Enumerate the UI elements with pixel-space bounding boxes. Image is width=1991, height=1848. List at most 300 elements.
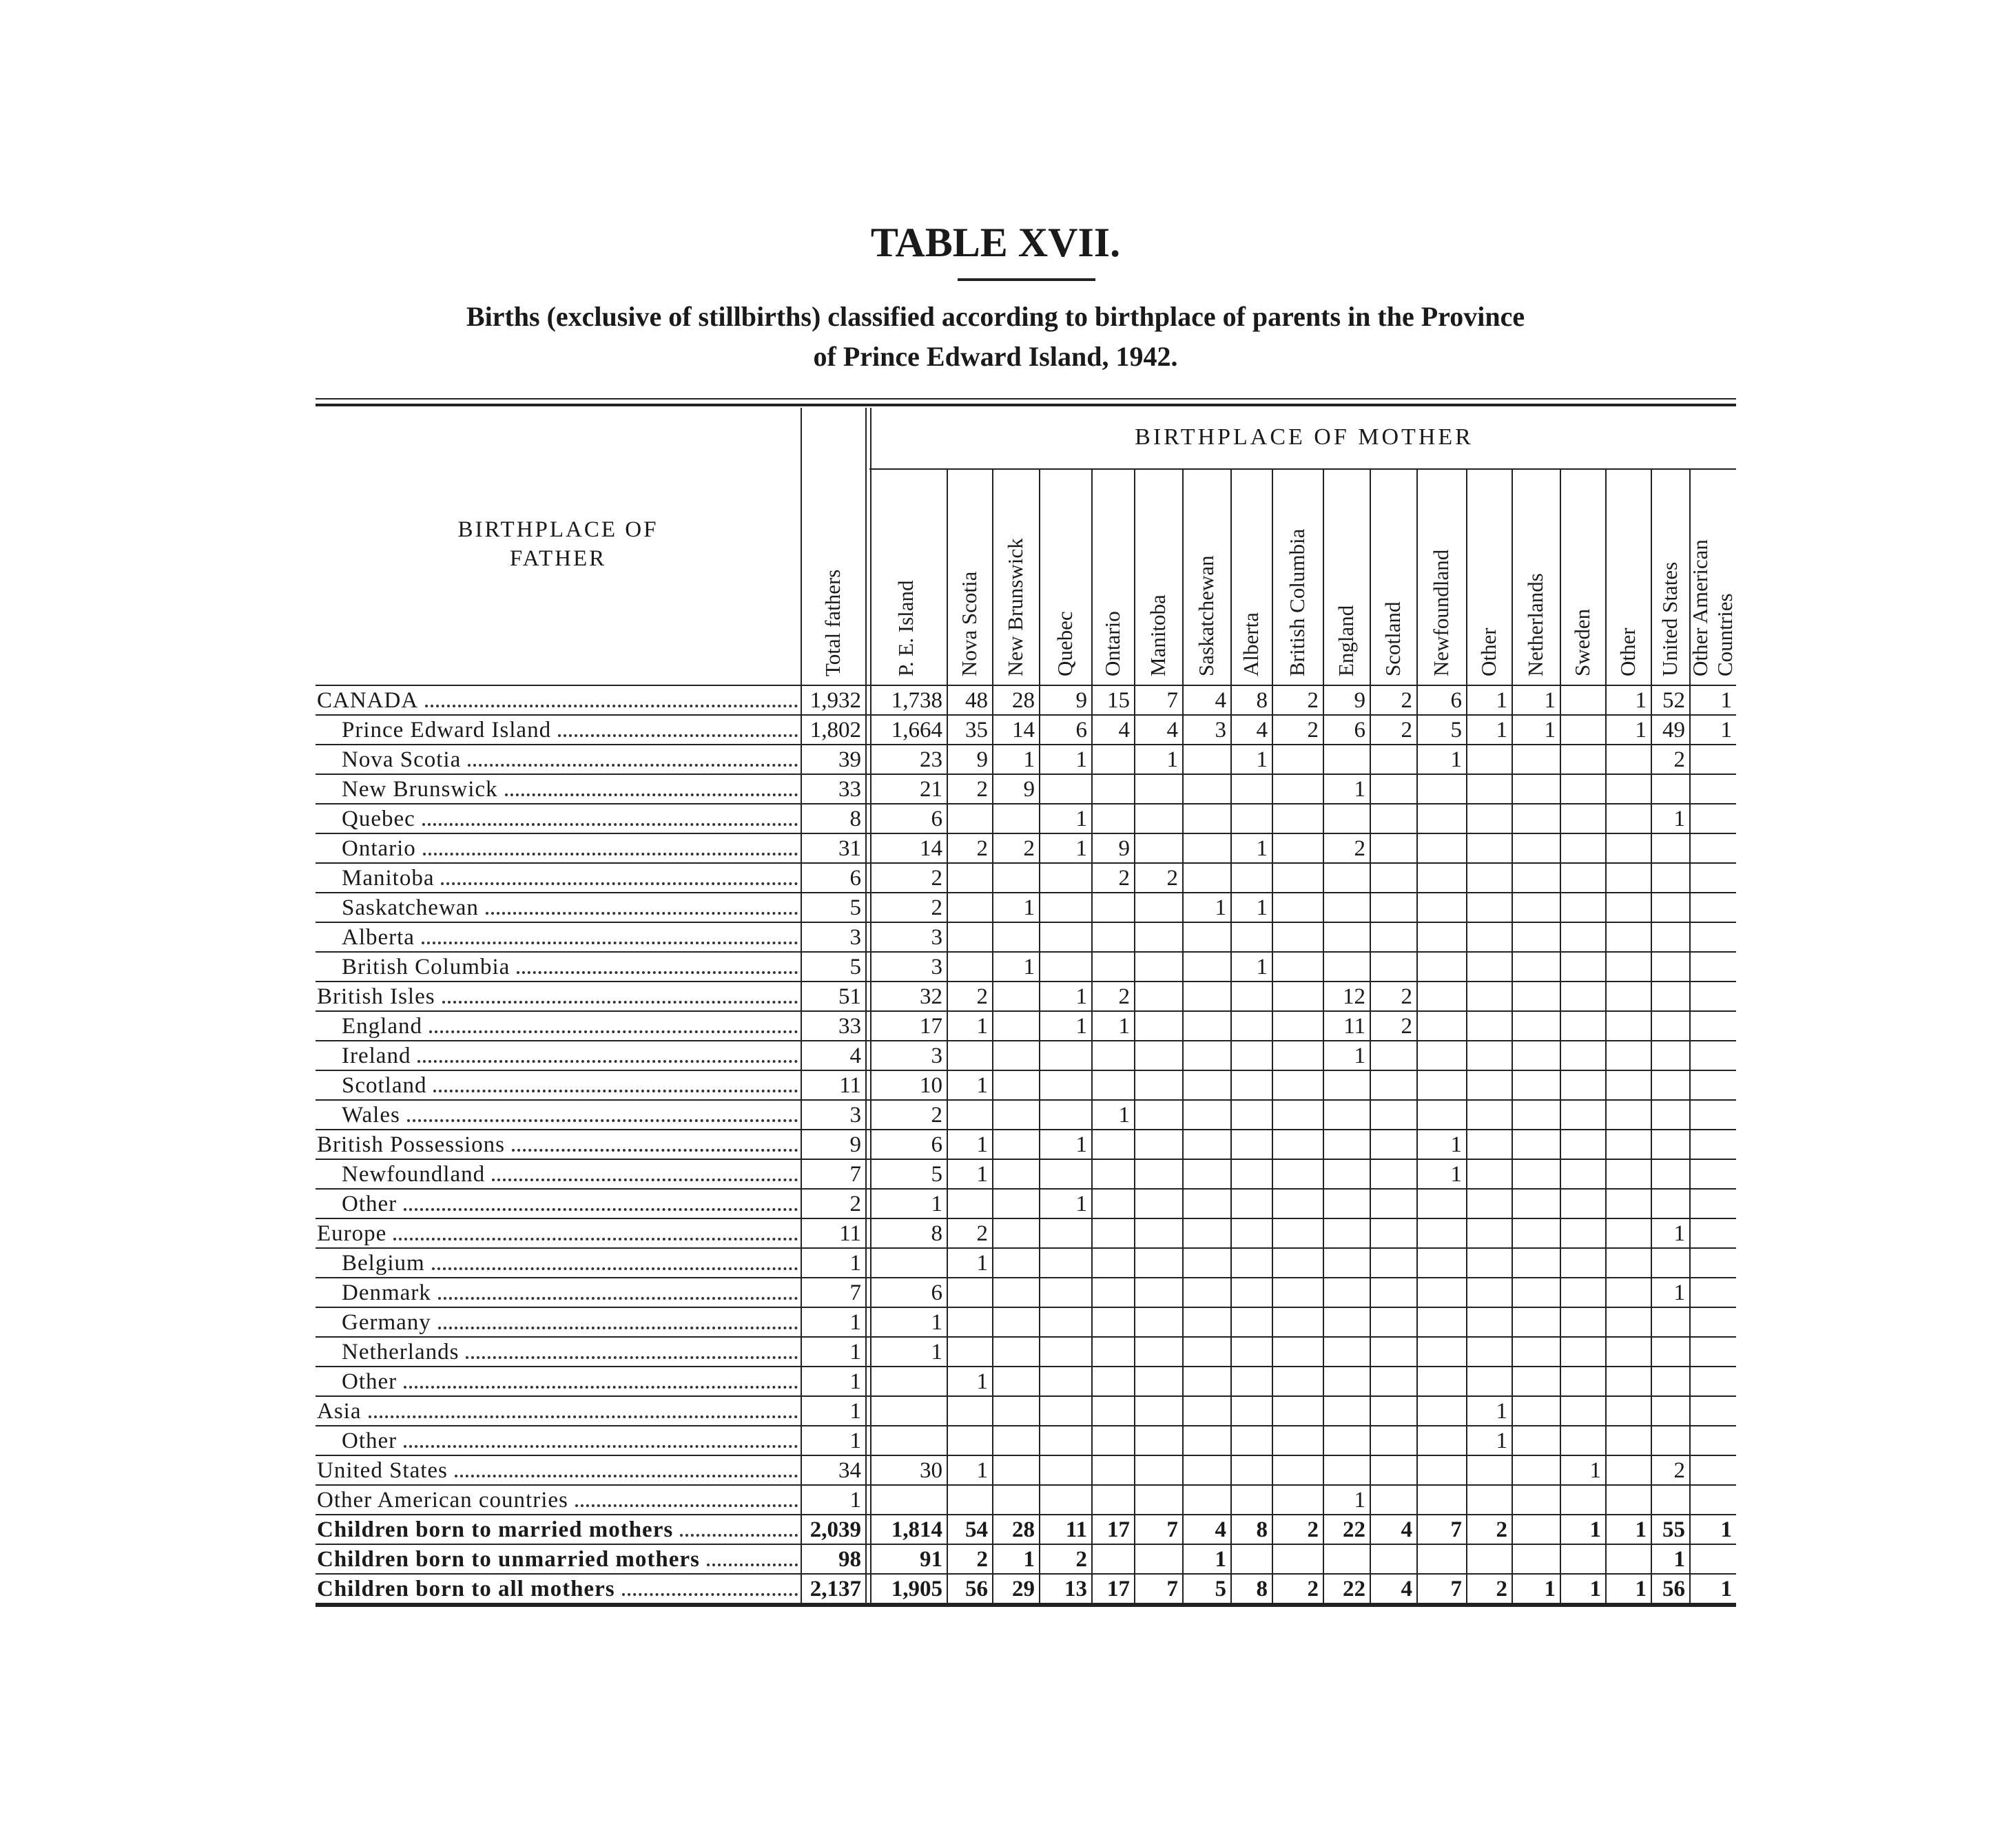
table-cell: 10 — [920, 1073, 942, 1098]
table-cell: 4 — [1401, 1577, 1412, 1601]
row-label-text: CANADA — [317, 688, 419, 713]
table-cell — [1091, 1486, 1134, 1515]
table-cell: 1 — [1720, 1577, 1732, 1601]
table-cell: 1 — [1589, 1517, 1601, 1542]
table-cell — [1416, 1338, 1466, 1367]
row-label-text: Scotland — [342, 1073, 427, 1098]
table-cell — [1560, 716, 1605, 745]
table-cell: 2 — [1496, 1577, 1507, 1601]
table-cell — [947, 1486, 992, 1515]
table-cell — [1370, 1456, 1416, 1486]
table-cell — [1651, 982, 1689, 1012]
table-cell: 55 — [1662, 1517, 1685, 1542]
table-cell — [1091, 923, 1134, 953]
table-cell — [1689, 804, 1736, 834]
leader-dots — [432, 1267, 798, 1270]
table-cell: 1,905 — [891, 1577, 942, 1601]
table-cell — [1091, 1071, 1134, 1101]
table-cell — [1134, 1101, 1182, 1130]
leader-dots — [417, 1060, 798, 1063]
table-cell — [947, 1041, 992, 1071]
subtitle-line-2: of Prince Edward Island, 1942. — [813, 341, 1178, 372]
table-cell — [1091, 1249, 1134, 1278]
table-cell — [1272, 1249, 1323, 1278]
table-cell — [1230, 982, 1272, 1012]
row-label — [342, 1012, 801, 1041]
table-cell — [1091, 1426, 1134, 1456]
total-fathers-cell: 33 — [838, 1014, 861, 1039]
table-cell — [1651, 834, 1689, 864]
table-cell: 8 — [1256, 688, 1268, 713]
table-row — [316, 745, 1736, 775]
table-cell — [1605, 1545, 1651, 1575]
table-row — [316, 1308, 1736, 1338]
table-cell: 3 — [931, 955, 942, 979]
table-cell — [1230, 1041, 1272, 1071]
table-cell — [1134, 1367, 1182, 1397]
header-birthplace-of-father — [317, 515, 799, 573]
table-cell — [1416, 1367, 1466, 1397]
row-label — [342, 1278, 801, 1308]
table-cell — [1651, 1426, 1689, 1456]
row-label — [342, 1338, 801, 1367]
table-cell: 15 — [1107, 688, 1130, 713]
table-cell — [1466, 1130, 1512, 1160]
leader-dots — [622, 1593, 798, 1596]
row-label-text: Saskatchewan — [342, 895, 479, 920]
table-cell — [992, 1367, 1039, 1397]
row-label — [342, 1426, 801, 1456]
table-row — [316, 982, 1736, 1012]
table-cell — [1091, 1160, 1134, 1190]
table-cell — [1272, 1130, 1323, 1160]
table-cell — [1651, 775, 1689, 804]
table-cell — [1182, 923, 1230, 953]
column-header-text: Other American — [1688, 539, 1712, 676]
table-cell — [1689, 1338, 1736, 1367]
table-cell — [1466, 1486, 1512, 1515]
table-cell: 4 — [1166, 718, 1178, 743]
table-cell — [1230, 1101, 1272, 1130]
table-cell — [1689, 1367, 1736, 1397]
table-cell — [1689, 1308, 1736, 1338]
table-cell — [1039, 1219, 1091, 1249]
table-cell: 1 — [1023, 747, 1035, 772]
table-cell: 1 — [1075, 807, 1087, 831]
table-cell: 52 — [1662, 688, 1685, 713]
table-cell — [1323, 1456, 1370, 1486]
table-cell — [1370, 1367, 1416, 1397]
table-cell — [1039, 1338, 1091, 1367]
table-cell — [1370, 745, 1416, 775]
table-cell — [1560, 1160, 1605, 1190]
table-cell: 1 — [1166, 747, 1178, 772]
table-cell: 7 — [1166, 1577, 1178, 1601]
table-cell: 22 — [1343, 1517, 1365, 1542]
table-cell — [865, 1397, 947, 1426]
table-cell — [1230, 1130, 1272, 1160]
table-cell: 1 — [1450, 1132, 1462, 1157]
row-label-text: Alberta — [342, 925, 415, 950]
table-cell — [1651, 1130, 1689, 1160]
table-cell — [1091, 1545, 1134, 1575]
table-cell — [1689, 1130, 1736, 1160]
table-cell — [1370, 1130, 1416, 1160]
table-cell: 1 — [976, 1162, 988, 1187]
table-cell — [1091, 893, 1134, 923]
table-cell — [1323, 1397, 1370, 1426]
table-cell — [1560, 1545, 1605, 1575]
table-cell — [992, 1071, 1039, 1101]
table-cell — [1370, 1219, 1416, 1249]
total-fathers-cell: 51 — [838, 984, 861, 1009]
row-label-text: Children born to unmarried mothers — [317, 1547, 700, 1572]
header-bottom-rule — [316, 685, 1736, 686]
table-cell: 14 — [1012, 718, 1035, 743]
table-cell — [1091, 1219, 1134, 1249]
table-cell — [1560, 1101, 1605, 1130]
table-cell — [1416, 1101, 1466, 1130]
table-cell — [1512, 775, 1560, 804]
table-cell — [1230, 775, 1272, 804]
row-label-text: England — [342, 1014, 422, 1039]
table-cell — [1605, 745, 1651, 775]
row-label-text: Germany — [342, 1310, 431, 1335]
table-cell — [1039, 923, 1091, 953]
table-cell — [1689, 1160, 1736, 1190]
table-cell — [1560, 1071, 1605, 1101]
total-fathers-cell: 1 — [849, 1429, 861, 1453]
table-cell: 5 — [1215, 1577, 1226, 1601]
table-cell — [1466, 953, 1512, 982]
table-cell — [1272, 1486, 1323, 1515]
table-cell — [1370, 834, 1416, 864]
table-cell: 7 — [1450, 1577, 1462, 1601]
row-label — [342, 775, 801, 804]
table-cell: 8 — [1256, 1517, 1268, 1542]
table-cell — [1039, 1397, 1091, 1426]
table-cell: 29 — [1012, 1577, 1035, 1601]
table-cell — [1370, 1486, 1416, 1515]
table-cell — [865, 1426, 947, 1456]
table-cell — [1689, 834, 1736, 864]
table-row — [316, 716, 1736, 745]
table-cell — [1605, 953, 1651, 982]
table-cell: 1 — [1075, 984, 1087, 1009]
table-cell — [1272, 1308, 1323, 1338]
row-label — [317, 686, 801, 716]
table-cell — [1512, 1012, 1560, 1041]
leader-dots — [558, 734, 798, 737]
table-cell — [1323, 1130, 1370, 1160]
table-cell — [1605, 893, 1651, 923]
column-header-text: Total fathers — [821, 569, 845, 676]
table-cell: 1 — [1118, 1014, 1130, 1039]
table-cell — [1323, 745, 1370, 775]
table-row — [316, 864, 1736, 893]
table-cell — [1512, 1190, 1560, 1219]
table-cell: 1 — [1215, 1547, 1226, 1572]
table-cell — [992, 1486, 1039, 1515]
table-cell — [1416, 804, 1466, 834]
column-header-text: Manitoba — [1146, 594, 1170, 676]
table-cell: 5 — [931, 1162, 942, 1187]
table-cell — [1605, 1308, 1651, 1338]
table-cell: 7 — [1166, 1517, 1178, 1542]
table-cell — [1466, 1367, 1512, 1397]
table-cell — [1134, 1071, 1182, 1101]
table-cell — [992, 1041, 1039, 1071]
table-cell — [1230, 1456, 1272, 1486]
table-row — [316, 1041, 1736, 1071]
table-cell: 2 — [1401, 984, 1412, 1009]
row-label — [317, 1130, 801, 1160]
table-cell — [1134, 1308, 1182, 1338]
table-cell: 28 — [1012, 1517, 1035, 1542]
table-cell — [1370, 923, 1416, 953]
table-row — [316, 1219, 1736, 1249]
table-cell — [1134, 1219, 1182, 1249]
table-cell — [1466, 864, 1512, 893]
table-cell: 6 — [931, 807, 942, 831]
table-cell — [1512, 1249, 1560, 1278]
table-cell — [865, 1486, 947, 1515]
table-cell — [1689, 775, 1736, 804]
row-label-text: United States — [317, 1458, 448, 1483]
table-cell: 1 — [976, 1132, 988, 1157]
table-cell — [865, 1249, 947, 1278]
table-cell — [1370, 1190, 1416, 1219]
table-row — [316, 923, 1736, 953]
table-cell: 17 — [1107, 1577, 1130, 1601]
table-cell: 11 — [1065, 1517, 1087, 1542]
leader-dots — [517, 971, 798, 974]
table-cell — [1689, 745, 1736, 775]
table-cell — [1272, 775, 1323, 804]
table-cell — [1039, 1367, 1091, 1397]
table-cell — [1323, 1249, 1370, 1278]
table-cell — [1323, 864, 1370, 893]
table-row — [316, 1012, 1736, 1041]
row-label — [342, 923, 801, 953]
table-cell — [1651, 1071, 1689, 1101]
subtitle-line-1: Births (exclusive of stillbirths) classified according to birthplace of parents in the Province — [466, 301, 1525, 332]
row-label — [342, 716, 801, 745]
table-cell — [1230, 1308, 1272, 1338]
row-label — [317, 1219, 801, 1249]
table-cell — [1182, 1367, 1230, 1397]
column-header-text: Nova Scotia — [957, 571, 981, 676]
table-cell — [1230, 923, 1272, 953]
table-cell: 7 — [1166, 688, 1178, 713]
table-cell — [1039, 1426, 1091, 1456]
table-cell: 9 — [976, 747, 988, 772]
leader-dots — [468, 764, 798, 767]
table-cell — [1560, 686, 1605, 716]
table-cell — [1416, 1249, 1466, 1278]
total-fathers-cell: 39 — [838, 747, 861, 772]
table-cell — [1689, 864, 1736, 893]
row-label — [342, 745, 801, 775]
column-header-text: Countries — [1713, 593, 1737, 676]
table-cell — [1230, 1012, 1272, 1041]
table-cell — [1091, 953, 1134, 982]
table-cell — [1134, 1545, 1182, 1575]
table-cell — [1560, 834, 1605, 864]
table-cell — [1466, 1338, 1512, 1367]
table-cell — [992, 1249, 1039, 1278]
table-cell — [1466, 893, 1512, 923]
table-cell — [1560, 775, 1605, 804]
row-label — [342, 804, 801, 834]
table-row — [316, 804, 1736, 834]
table-cell — [1466, 775, 1512, 804]
table-cell: 17 — [920, 1014, 942, 1039]
table-cell: 1 — [931, 1310, 942, 1335]
table-cell — [992, 1190, 1039, 1219]
table-cell: 56 — [965, 1577, 988, 1601]
leader-dots — [575, 1504, 798, 1507]
table-cell — [1230, 1486, 1272, 1515]
table-cell — [1272, 1012, 1323, 1041]
row-label — [342, 864, 801, 893]
table-cell — [1091, 1367, 1134, 1397]
table-cell — [1689, 1071, 1736, 1101]
table-cell — [1323, 1071, 1370, 1101]
table-cell — [1370, 1071, 1416, 1101]
table-cell — [1512, 1160, 1560, 1190]
table-cell — [1182, 1486, 1230, 1515]
table-cell — [947, 893, 992, 923]
table-cell — [1466, 1545, 1512, 1575]
table-cell — [1560, 1426, 1605, 1456]
table-cell: 13 — [1064, 1577, 1087, 1601]
total-fathers-cell: 1 — [849, 1340, 861, 1364]
table-cell — [1651, 893, 1689, 923]
table-cell: 2 — [976, 984, 988, 1009]
table-cell — [1230, 1278, 1272, 1308]
table-cell — [1651, 1160, 1689, 1190]
leader-dots — [707, 1564, 798, 1566]
table-row — [316, 1545, 1736, 1575]
table-row — [316, 1160, 1736, 1190]
table-cell — [1560, 1486, 1605, 1515]
total-fathers-cell: 6 — [849, 866, 861, 891]
table-cell — [992, 1338, 1039, 1367]
table-cell — [1323, 1278, 1370, 1308]
table-cell — [1370, 1101, 1416, 1130]
table-row — [316, 1456, 1736, 1486]
table-row — [316, 1278, 1736, 1308]
table-cell: 2 — [1673, 747, 1685, 772]
table-cell — [1651, 1486, 1689, 1515]
table-cell — [1091, 1130, 1134, 1160]
row-label — [342, 953, 801, 982]
table-cell — [1689, 1397, 1736, 1426]
table-cell — [1466, 1278, 1512, 1308]
table-cell — [1134, 893, 1182, 923]
table-cell — [1512, 1515, 1560, 1545]
table-cell: 49 — [1662, 718, 1685, 743]
row-label-text: Nova Scotia — [342, 747, 462, 772]
leader-dots — [466, 1356, 798, 1359]
table-cell: 6 — [1354, 718, 1365, 743]
table-cell — [1512, 1101, 1560, 1130]
table-cell: 32 — [920, 984, 942, 1009]
column-header-text: Other — [1616, 627, 1640, 676]
table-cell — [1370, 1338, 1416, 1367]
table-cell — [1466, 1219, 1512, 1249]
table-cell — [1605, 1219, 1651, 1249]
table-cell — [1134, 1130, 1182, 1160]
row-label-text: Children born to all mothers — [317, 1577, 615, 1601]
leader-dots — [486, 912, 798, 915]
table-cell: 1 — [1589, 1458, 1601, 1483]
table-cell — [1272, 1219, 1323, 1249]
table-cell: 4 — [1118, 718, 1130, 743]
table-cell — [1272, 1397, 1323, 1426]
table-cell: 11 — [1343, 1014, 1365, 1039]
table-cell — [1605, 1397, 1651, 1426]
total-fathers-cell: 1 — [849, 1310, 861, 1335]
table-cell — [1370, 1278, 1416, 1308]
total-fathers-cell: 11 — [839, 1073, 861, 1098]
table-cell — [947, 1397, 992, 1426]
table-cell — [1182, 1397, 1230, 1426]
table-cell — [1039, 1249, 1091, 1278]
table-cell: 2 — [976, 836, 988, 861]
table-cell — [1512, 1071, 1560, 1101]
table-cell — [1272, 1101, 1323, 1130]
table-cell: 1 — [1118, 1103, 1130, 1128]
table-cell — [1230, 1338, 1272, 1367]
table-cell — [1323, 1219, 1370, 1249]
leader-dots — [369, 1415, 798, 1418]
table-cell: 2 — [1075, 1547, 1087, 1572]
table-cell — [1182, 1338, 1230, 1367]
table-cell — [1512, 1219, 1560, 1249]
table-cell: 2 — [1166, 866, 1178, 891]
table-cell — [947, 953, 992, 982]
table-cell: 1 — [1720, 688, 1732, 713]
table-cell — [1039, 775, 1091, 804]
table-cell — [1323, 1308, 1370, 1338]
table-cell — [1651, 1397, 1689, 1426]
table-cell — [947, 923, 992, 953]
table-cell — [1091, 775, 1134, 804]
row-label — [342, 1160, 801, 1190]
table-cell: 1 — [976, 1014, 988, 1039]
leader-dots — [438, 1297, 798, 1300]
table-cell — [1182, 1426, 1230, 1456]
table-cell: 9 — [1075, 688, 1087, 713]
table-cell — [1560, 1190, 1605, 1219]
table-cell: 12 — [1343, 984, 1365, 1009]
row-label — [317, 1515, 801, 1545]
table-cell — [1689, 1456, 1736, 1486]
table-cell — [1091, 1041, 1134, 1071]
table-cell — [1370, 864, 1416, 893]
table-cell — [1512, 834, 1560, 864]
table-cell — [947, 1338, 992, 1367]
table-cell — [1370, 1160, 1416, 1190]
table-cell: 1 — [1354, 1044, 1365, 1068]
table-row — [316, 1575, 1736, 1604]
table-cell — [1605, 834, 1651, 864]
table-cell — [1512, 1367, 1560, 1397]
table-cell: 9 — [1118, 836, 1130, 861]
table-cell — [1651, 1367, 1689, 1397]
